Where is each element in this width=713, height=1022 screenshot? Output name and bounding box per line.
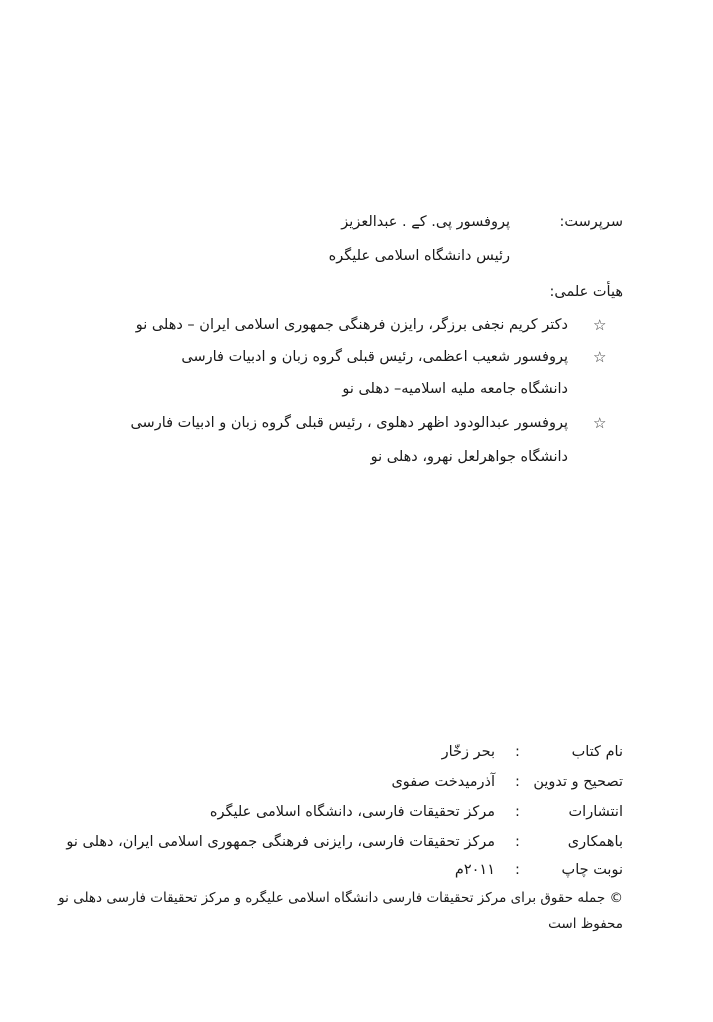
colophon-value-cooperation: مرکز تحقیقات فارسی، رایزنی فرهنگی جمهوری اسلامی ایران، دهلی نو [66,834,495,850]
star-icon: ☆ [593,316,607,334]
colophon-label-publisher: انتشارات [568,804,623,820]
copyright-line-2: محفوظ است [548,916,623,932]
patron-name: پروفسور پی. کے . عبدالعزیز [341,214,510,230]
colophon-label-cooperation: باهمکاری [567,834,623,850]
patron-title: رئیس دانشگاه اسلامی علیگره [328,248,510,264]
colophon-separator: : [515,862,520,878]
star-icon: ☆ [593,348,607,366]
colophon-value-editor: آذرمیدخت صفوی [391,774,495,790]
colophon-label-title: نام کتاب [571,744,623,760]
colophon-separator: : [515,744,520,760]
colophon-separator: : [515,774,520,790]
patron-label: سرپرست: [559,214,623,230]
member-2-line2: دانشگاه جامعه ملیه اسلامیه– دهلی نو [342,381,568,397]
colophon-value-title: بحر زخّار [441,744,495,760]
member-3-line1: پروفسور عبدالودود اظهر دهلوی ، رئیس قبلی گروه زبان و ادبیات فارسی [130,415,568,431]
colophon-label-edition: نوبت چاپ [561,862,623,878]
colophon-separator: : [515,834,520,850]
star-icon: ☆ [593,414,607,432]
member-2-line1: پروفسور شعیب اعظمی، رئیس قبلی گروه زبان و ادبیات فارسی [181,349,568,365]
colophon-label-editor: تصحیح و تدوین [533,774,623,790]
member-3-line2: دانشگاه جواهرلعل نهرو، دهلی نو [370,449,568,465]
member-1-line1: دکتر کریم نجفی برزگر، رایزن فرهنگی جمهوری اسلامی ایران – دهلی نو [135,317,568,333]
colophon-separator: : [515,804,520,820]
copyright-line-1: © جمله حقوق برای مرکز تحقیقات فارسی دانشگاه اسلامی علیگره و مرکز تحقیقات فارسی دهلی نو [58,890,623,906]
colophon-value-edition: ۲۰۱۱م [454,862,495,878]
colophon-value-publisher: مرکز تحقیقات فارسی، دانشگاه اسلامی علیگره [209,804,495,820]
board-label: هیأت علمی: [549,284,623,300]
